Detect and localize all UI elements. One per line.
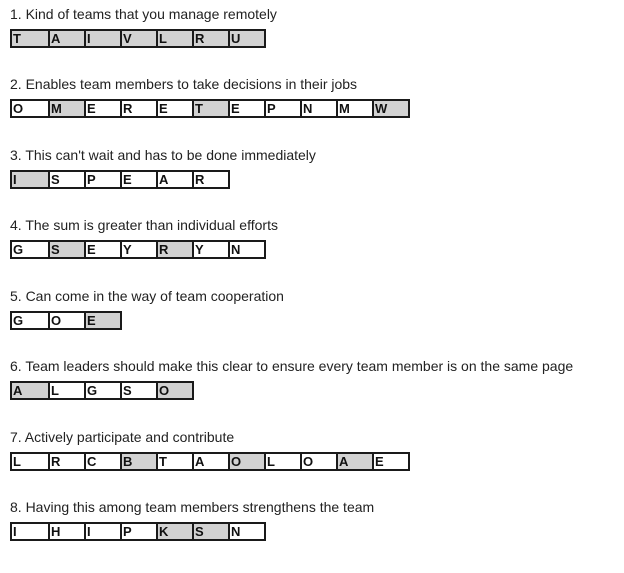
- letter-tile: L: [12, 454, 48, 469]
- letter-tile: R: [48, 454, 84, 469]
- letter-tile: N: [300, 101, 336, 116]
- letter-tile: O: [12, 101, 48, 116]
- letter-tile: M: [48, 101, 84, 116]
- puzzle-item-7: [10, 429, 410, 471]
- letter-tile: E: [120, 172, 156, 187]
- letter-tile: Y: [192, 242, 228, 257]
- letter-tile: R: [192, 31, 228, 46]
- clue-text: 4. The sum is greater than individual efforts: [10, 217, 278, 233]
- letter-tile: R: [156, 242, 192, 257]
- letter-tile: E: [84, 101, 120, 116]
- clue-text: 7. Actively participate and contribute: [10, 429, 235, 445]
- letter-tile: P: [264, 101, 300, 116]
- letter-tile: O: [228, 454, 264, 469]
- letter-tiles: [10, 240, 266, 259]
- letter-tile: N: [228, 242, 264, 257]
- clue-text: 6. Team leaders should make this clear to ensure every team member is on the same page: [10, 358, 574, 374]
- letter-tile: I: [12, 524, 48, 539]
- letter-tiles: [10, 311, 122, 330]
- puzzle-item-1: [10, 6, 277, 48]
- letter-tiles: [10, 99, 410, 118]
- letter-tiles: [10, 170, 230, 189]
- letter-tile: P: [84, 172, 120, 187]
- letter-tiles: [10, 29, 266, 48]
- letter-tile: V: [120, 31, 156, 46]
- letter-tile: T: [12, 31, 48, 46]
- letter-tile: N: [228, 524, 264, 539]
- letter-tiles: [10, 381, 194, 400]
- clue-text: 2. Enables team members to take decisions in their jobs: [10, 76, 358, 92]
- letter-tile: R: [120, 101, 156, 116]
- puzzle-item-2: [10, 76, 410, 118]
- letter-tile: A: [156, 172, 192, 187]
- letter-tile: G: [12, 242, 48, 257]
- letter-tile: E: [156, 101, 192, 116]
- clue-text: 8. Having this among team members strengthens the team: [10, 499, 375, 515]
- letter-tile: L: [48, 383, 84, 398]
- letter-tile: U: [228, 31, 264, 46]
- puzzle-item-8: [10, 499, 374, 541]
- letter-tile: T: [156, 454, 192, 469]
- letter-tile: S: [192, 524, 228, 539]
- letter-tile: L: [264, 454, 300, 469]
- clue-text: 5. Can come in the way of team cooperation: [10, 288, 284, 304]
- letter-tile: R: [192, 172, 228, 187]
- letter-tile: K: [156, 524, 192, 539]
- letter-tile: B: [120, 454, 156, 469]
- letter-tile: P: [120, 524, 156, 539]
- clue-text: 3. This can't wait and has to be done immediately: [10, 147, 316, 163]
- letter-tile: I: [12, 172, 48, 187]
- letter-tile: S: [120, 383, 156, 398]
- clue-text: 1. Kind of teams that you manage remotely: [10, 6, 277, 22]
- puzzle-item-4: [10, 217, 278, 259]
- letter-tile: E: [228, 101, 264, 116]
- letter-tile: M: [336, 101, 372, 116]
- letter-tile: O: [300, 454, 336, 469]
- letter-tile: A: [192, 454, 228, 469]
- letter-tile: C: [84, 454, 120, 469]
- letter-tile: E: [84, 313, 120, 328]
- letter-tile: E: [372, 454, 408, 469]
- letter-tile: O: [48, 313, 84, 328]
- letter-tile: I: [84, 524, 120, 539]
- letter-tile: L: [156, 31, 192, 46]
- letter-tiles: [10, 522, 266, 541]
- letter-tile: S: [48, 172, 84, 187]
- letter-tile: H: [48, 524, 84, 539]
- letter-tile: W: [372, 101, 408, 116]
- letter-tile: G: [84, 383, 120, 398]
- letter-tile: Y: [120, 242, 156, 257]
- letter-tile: O: [156, 383, 192, 398]
- letter-tile: E: [84, 242, 120, 257]
- puzzle-item-3: [10, 147, 316, 189]
- letter-tile: I: [84, 31, 120, 46]
- letter-tiles: [10, 452, 410, 471]
- puzzle-item-6: [10, 358, 573, 400]
- letter-tile: G: [12, 313, 48, 328]
- puzzle-item-5: [10, 288, 284, 330]
- letter-tile: A: [48, 31, 84, 46]
- letter-tile: A: [12, 383, 48, 398]
- letter-tile: T: [192, 101, 228, 116]
- letter-tile: A: [336, 454, 372, 469]
- letter-tile: S: [48, 242, 84, 257]
